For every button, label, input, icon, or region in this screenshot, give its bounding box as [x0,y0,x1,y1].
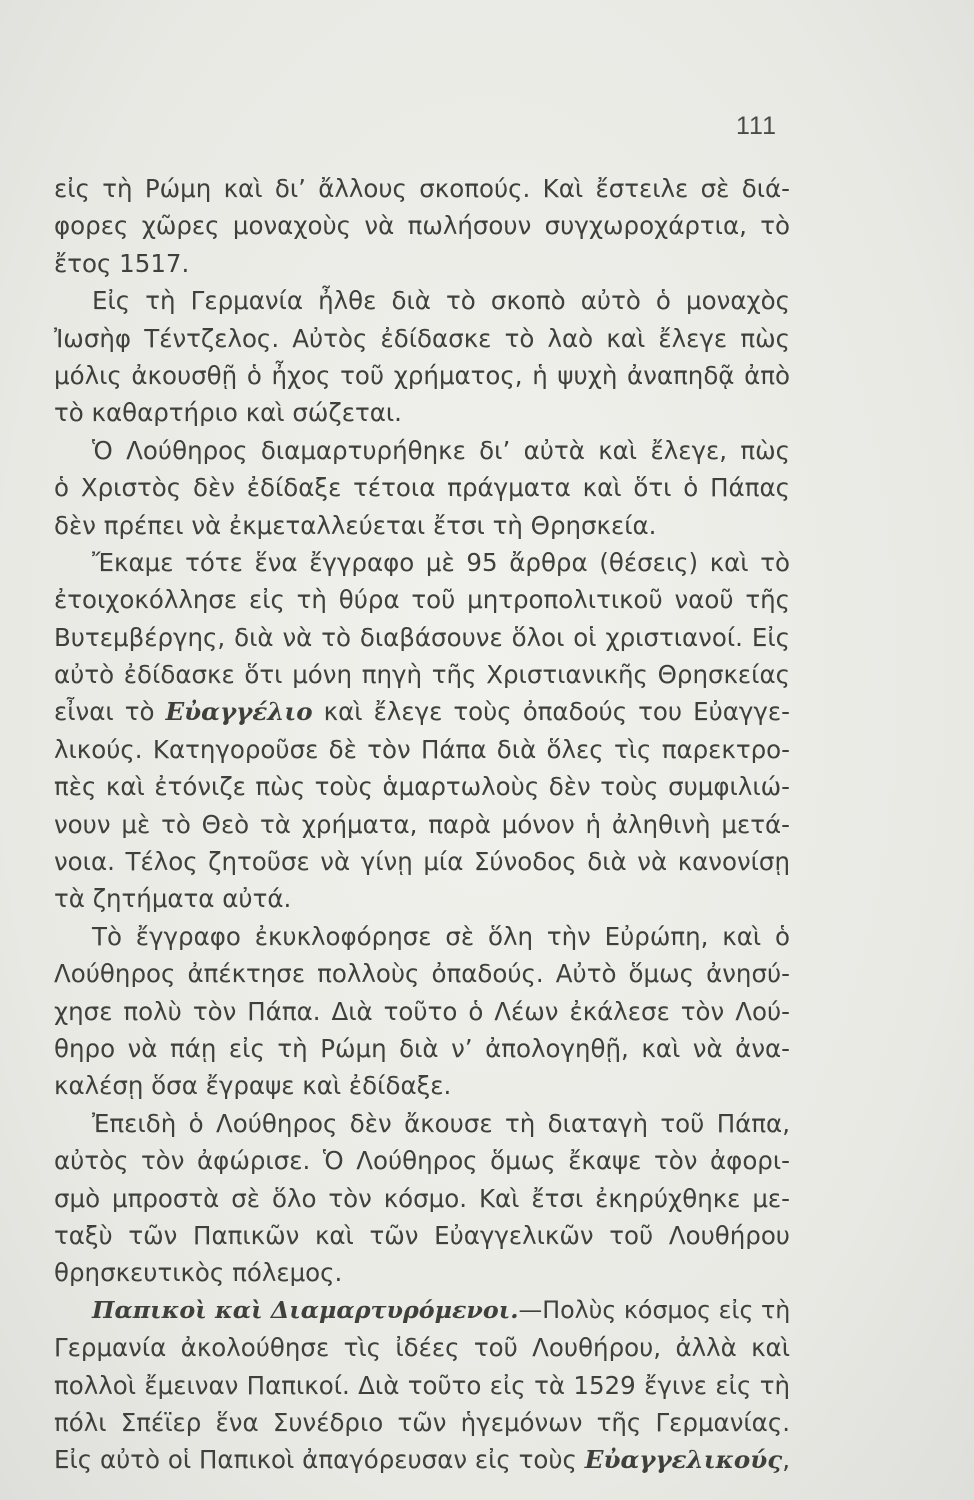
text-run: , [782,1445,790,1475]
text-line: Εἰς τὴ Γερμανία ἦλθε διὰ τὸ σκοπὸ αὐτὸ ὁ μοναχὸς [92,286,790,316]
text-line: πὲς καὶ ἐτόνιζε πὼς τοὺς ἁμαρτωλοὺς δὲν τοὺς συμφιλιώ- [54,772,790,802]
text-line [54,693,790,730]
emphasized-text: Παπικοὶ καὶ Διαμαρτυρόμενοι. [92,1295,519,1324]
text-line: Ἔκαμε τότε ἕνα ἔγγραφο μὲ 95 ἄρθρα (θέσεις) καὶ τὸ [92,547,790,577]
text-line: θρησκευτικὸς πόλεμος. [54,1258,343,1288]
text-run: Εἰς αὐτὸ οἱ Παπικοὶ ἀπαγόρευσαν εἰς τοὺς [54,1445,585,1475]
text-line: ὁ Χριστὸς δὲν ἐδίδαξε τέτοια πράγματα καὶ ὅτι ὁ Πάπας [54,473,790,503]
text-line: καλέσῃ ὅσα ἔγραψε καὶ ἐδίδαξε. [54,1071,452,1101]
text-line: μόλις ἀκουσθῇ ὁ ἦχος τοῦ χρήματος, ἡ ψυχὴ ἀναπηδᾷ ἀπὸ [54,360,790,390]
body-text [54,170,790,1479]
text-line: νοια. Τέλος ζητοῦσε νὰ γίνῃ μία Σύνοδος διὰ νὰ κανονίσῃ [54,847,790,877]
text-line: ἔτος 1517. [54,248,190,278]
text-line: Τὸ ἔγγραφο ἐκυκλοφόρησε σὲ ὅλη τὴν Εὐρώπη, καὶ ὁ [92,921,790,951]
text-line [54,1292,790,1329]
text-line: ταξὺ τῶν Παπικῶν καὶ τῶν Εὐαγγελικῶν τοῦ Λουθήρου [54,1220,790,1250]
text-run: καὶ ἔλεγε τοὺς ὀπαδούς του Εὐαγγε- [312,697,790,727]
text-line: χησε πολὺ τὸν Πάπα. Διὰ τοῦτο ὁ Λέων ἐκάλεσε τὸν Λού- [54,996,790,1026]
text-line: αὐτὸ ἐδίδασκε ὅτι μόνη πηγὴ τῆς Χριστιανικῆς Θρησκείας [54,660,790,690]
text-run: εἶναι τὸ [54,697,166,727]
text-line: σμὸ μπροστὰ σὲ ὅλο τὸν κόσμο. Καὶ ἔτσι ἐκηρύχθηκε με- [54,1183,790,1213]
text-run: —Πολὺς κόσμος εἰς τὴ [518,1295,791,1324]
text-line: Γερμανία ἀκολούθησε τὶς ἰδέες τοῦ Λουθήρου, ἀλλὰ καὶ [54,1333,790,1363]
text-line: Ἐπειδὴ ὁ Λούθηρος δὲν ἄκουσε τὴ διαταγὴ τοῦ Πάπα, [92,1108,790,1138]
text-line: Βυτεμβέργης, διὰ νὰ τὸ διαβάσουνε ὅλοι οἱ χριστιανοί. Εἰς [54,622,790,652]
text-line: θηρο νὰ πάῃ εἰς τὴ Ρώμη διὰ ν’ ἀπολογηθῇ, καὶ νὰ ἀνα- [54,1033,790,1063]
text-line: τὰ ζητήματα αὐτά. [54,884,292,914]
text-line: δὲν πρέπει νὰ ἐκμεταλλεύεται ἔτσι τὴ Θρησκεία. [54,510,657,540]
text-line: ἐτοιχοκόλλησε εἰς τὴ θύρα τοῦ μητροπολιτικοῦ ναοῦ τῆς [54,585,790,615]
emphasized-text: Εὐαγγέλιο [165,697,313,727]
text-line: νουν μὲ τὸ Θεὸ τὰ χρήματα, παρὰ μόνον ἡ ἀληθινὴ μετά- [54,809,790,839]
text-line: πόλι Σπέϊερ ἕνα Συνέδριο τῶν ἡγεμόνων τῆς Γερμανίας. [54,1407,790,1437]
emphasized-text: Εὐαγγελικούς [584,1445,783,1475]
text-line: τὸ καθαρτήριο καὶ σώζεται. [54,398,402,428]
text-line: Λούθηρος ἀπέκτησε πολλοὺς ὀπαδούς. Αὐτὸ ὅμως ἀνησύ- [54,959,790,989]
text-line: αὐτὸς τὸν ἀφώρισε. Ὁ Λούθηρος ὅμως ἔκαψε τὸν ἀφορι- [54,1146,790,1176]
text-line: λικούς. Κατηγοροῦσε δὲ τὸν Πάπα διὰ ὅλες τὶς παρεκτρο- [54,734,790,764]
text-line [54,1441,790,1478]
text-line: Ἰωσὴφ Τέντζελος. Αὐτὸς ἐδίδασκε τὸ λαὸ καὶ ἔλεγε πὼς [54,323,790,353]
text-line: εἰς τὴ Ρώμη καὶ δι’ ἄλλους σκοπούς. Καὶ ἔστειλε σὲ διά- [54,174,790,203]
page-number: 111 [736,112,778,140]
text-line: φορες χῶρες μοναχοὺς νὰ πωλήσουν συγχωροχάρτια, τὸ [54,211,790,241]
text-line: πολλοὶ ἔμειναν Παπικοί. Διὰ τοῦτο εἰς τὰ 1529 ἔγινε εἰς τὴ [54,1370,790,1400]
text-line: Ὁ Λούθηρος διαμαρτυρήθηκε δι’ αὐτὰ καὶ ἔλεγε, πὼς [92,435,790,465]
